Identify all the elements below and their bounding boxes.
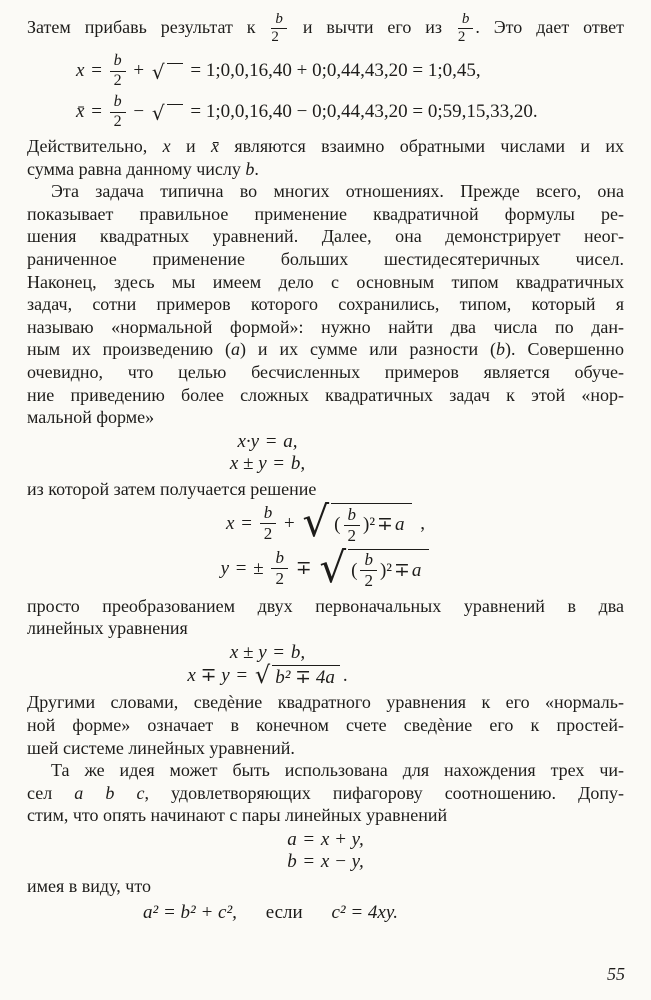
sqrt-glyph: √ — [151, 100, 165, 125]
equals-sign: = — [91, 101, 102, 122]
text-line: Наконец, здесь мы имеем дело с основным типом квадратичных — [27, 271, 624, 292]
text-line: шения квадратных уравнений. Далее, она демонстрирует неог- — [27, 226, 624, 247]
radicand — [272, 665, 340, 689]
vinculum — [167, 63, 183, 77]
page-number: 55 — [607, 964, 625, 984]
plus-minus-sign: ± — [253, 558, 264, 580]
sqrt-glyph: √ — [319, 542, 347, 592]
equals-sign: = — [235, 558, 247, 580]
math-var-a: a, — [283, 430, 298, 452]
math-expression: x ± y — [229, 452, 267, 474]
math-var-x: x — [162, 136, 171, 156]
text-segment: сумма равна данному числу — [27, 158, 241, 179]
radicand — [331, 503, 412, 546]
fraction-numerator: b — [110, 94, 126, 113]
text-line: Другими словами, сведѐние квадратного уравнения к его «нормаль- — [27, 692, 624, 713]
math-var-x: x — [76, 60, 85, 81]
equation-product — [0, 431, 566, 453]
text-line: из которой затем получается решение — [27, 478, 317, 499]
equation-b-diff — [27, 851, 624, 873]
radicand — [348, 549, 429, 592]
fraction-numerator: b — [271, 12, 287, 30]
equation-xbar-answer — [27, 92, 624, 132]
math-expression: a² = b² + c², — [143, 901, 237, 923]
math-expression: x ± y — [229, 641, 267, 663]
fraction-numerator: b — [260, 504, 277, 524]
text-line: имея в виду, что — [27, 875, 151, 896]
equation-linear-sum — [0, 642, 566, 664]
text-segment: Действительно, — [27, 136, 148, 156]
text-line: ной форме» означает в конечном счете сведѐние его к простей- — [27, 715, 624, 736]
fraction-b-over-2 — [109, 94, 127, 131]
fraction-b-over-2 — [109, 53, 127, 90]
math-expression: x ∓ y — [187, 664, 230, 686]
fraction-b-over-2 — [270, 549, 289, 588]
fraction-b-over-2 — [458, 12, 474, 47]
text-line — [27, 5, 624, 49]
math-var-a: a — [394, 514, 405, 536]
comma: , — [420, 513, 425, 535]
fraction-b-over-2 — [343, 506, 362, 545]
text-line: Эта задача типична во многих отношениях. Прежде всего, она — [51, 181, 624, 202]
text-line: Та же идея может быть использована для нахождения трех чи- — [51, 760, 624, 781]
math-var-x: x — [226, 513, 235, 535]
math-expression: c² = 4xy. — [331, 901, 398, 923]
math-var-a: a — [287, 828, 297, 850]
math-var-a: a — [230, 339, 240, 360]
radical-sign — [151, 100, 184, 125]
text-line — [27, 782, 624, 805]
sexagesimal-values: = 1;0,0,16,40 − 0;0,44,43,20 = 0;59,15,33,20. — [190, 101, 538, 122]
minus-sign: − — [133, 101, 145, 122]
fraction-denominator: 2 — [113, 71, 122, 89]
text-line: очевидно, что целью бесчисленных примеров является обуче- — [27, 361, 624, 382]
equals-sign: = — [241, 513, 252, 535]
fraction-numerator: b — [271, 549, 288, 569]
close-paren-squared: )² — [379, 559, 392, 581]
fraction-denominator: 2 — [364, 571, 373, 591]
text-line — [27, 158, 624, 181]
text-segment: , удовлетворяющих пифагорову соотношению. Допу- — [144, 782, 625, 803]
math-expression: x + y, — [320, 828, 364, 850]
math-expression: x − y, — [320, 850, 364, 872]
sqrt-glyph: √ — [151, 59, 165, 84]
equals-sign: = — [91, 60, 102, 81]
minus-plus-sign: ∓ — [377, 514, 393, 536]
equals-sign: = — [236, 664, 248, 686]
equation-sum — [0, 453, 566, 475]
fraction-numerator: b — [360, 551, 377, 571]
text-segment: Затем прибавь результат к — [27, 17, 256, 37]
fraction-numerator: b — [110, 53, 126, 72]
fraction-denominator: 2 — [347, 525, 356, 545]
fraction-numerator: b — [458, 12, 474, 30]
equation-solution-x — [27, 497, 624, 547]
fraction-b-over-2 — [359, 551, 378, 590]
text-line: задач, сотни примеров которого сохранились, типом, который я — [27, 294, 624, 315]
text-line: шей системе линейных уравнений. — [27, 737, 295, 758]
text-segment: являются взаимно обратными числами и их — [234, 136, 625, 156]
math-var-y: y — [220, 558, 230, 580]
math-var-b: b, — [290, 641, 306, 663]
text-segment: ным их произведению ( — [27, 339, 231, 360]
text-segment: и вычти его из — [302, 17, 442, 37]
text-segment: и — [186, 136, 196, 156]
text-segment: . Это дает ответ — [475, 17, 624, 37]
close-paren-squared: )² — [363, 514, 376, 536]
radical-sign — [318, 542, 430, 592]
equals-sign: = — [273, 452, 285, 474]
sqrt-glyph: √ — [302, 497, 330, 547]
math-var-xbar: x̄ — [76, 101, 85, 122]
math-var-a: a — [74, 782, 84, 803]
equation-a-sum — [27, 829, 624, 851]
math-var-b: b — [287, 850, 297, 872]
text-segment: . — [254, 158, 259, 179]
equation-linear-diff — [0, 661, 566, 690]
fraction-denominator: 2 — [113, 112, 122, 130]
radical-sign — [254, 661, 341, 690]
plus-sign: + — [283, 513, 295, 535]
fraction-denominator: 2 — [457, 29, 466, 46]
fraction-denominator: 2 — [263, 523, 273, 543]
math-var-b: b — [496, 339, 506, 360]
equals-sign: = — [273, 641, 285, 663]
text-segment: сел — [27, 782, 53, 803]
sexagesimal-values: = 1;0,0,16,40 + 0;0,44,43,20 = 1;0,45, — [190, 60, 481, 81]
text-line — [27, 135, 624, 158]
text-segment: если — [265, 901, 303, 923]
fraction-b-over-2 — [259, 504, 278, 543]
math-var-b: b — [105, 782, 115, 803]
text-line — [27, 338, 624, 361]
minus-plus-sign: ∓ — [393, 559, 410, 581]
math-var-b: b, — [290, 452, 306, 474]
open-paren: ( — [334, 514, 341, 536]
math-expression: b² ∓ 4a — [275, 667, 335, 689]
fraction-b-over-2 — [271, 12, 287, 47]
radical-sign — [301, 497, 413, 547]
equation-pythagorean — [0, 902, 569, 924]
fraction-denominator: 2 — [271, 29, 279, 46]
text-line: стим, что опять начинают с пары линейных уравнений — [27, 805, 448, 826]
text-line: мальной форме» — [27, 407, 155, 428]
minus-plus-sign: ∓ — [295, 558, 312, 580]
math-var-xbar: x̄ — [211, 136, 220, 156]
fraction-denominator: 2 — [275, 568, 284, 588]
text-segment: ). Совершенно — [505, 339, 624, 360]
fraction-numerator: b — [344, 506, 361, 526]
period: . — [342, 664, 348, 686]
equation-x-answer — [27, 51, 624, 91]
equation-solution-y — [27, 542, 624, 592]
plus-sign: + — [133, 60, 145, 81]
text-line: просто преобразованием двух первоначальных уравнений в два — [27, 595, 624, 616]
text-line: раниченное применение больших шестидесятеричных чисел. — [27, 248, 624, 269]
math-var-b: b — [245, 158, 255, 179]
text-segment: ) и их сумме или разности ( — [239, 339, 497, 360]
vinculum — [167, 104, 183, 118]
math-var-c: c — [136, 782, 145, 803]
text-line: называю «нормальной формой»: нужно найти два числа по дан- — [27, 316, 624, 337]
text-line: линейных уравнения — [27, 618, 188, 639]
sqrt-glyph: √ — [254, 661, 271, 690]
text-line: ние приведению более сложных квадратичных задач к этой «нор- — [27, 384, 624, 405]
equals-sign: = — [303, 828, 315, 850]
math-var-a: a — [411, 559, 422, 581]
math-expression: x·y — [237, 430, 260, 452]
open-paren: ( — [351, 559, 358, 581]
text-line: показывает правильное применение квадратичной формулы ре- — [27, 203, 624, 224]
equals-sign: = — [303, 850, 315, 872]
radical-sign — [151, 59, 184, 84]
equals-sign: = — [265, 430, 277, 452]
